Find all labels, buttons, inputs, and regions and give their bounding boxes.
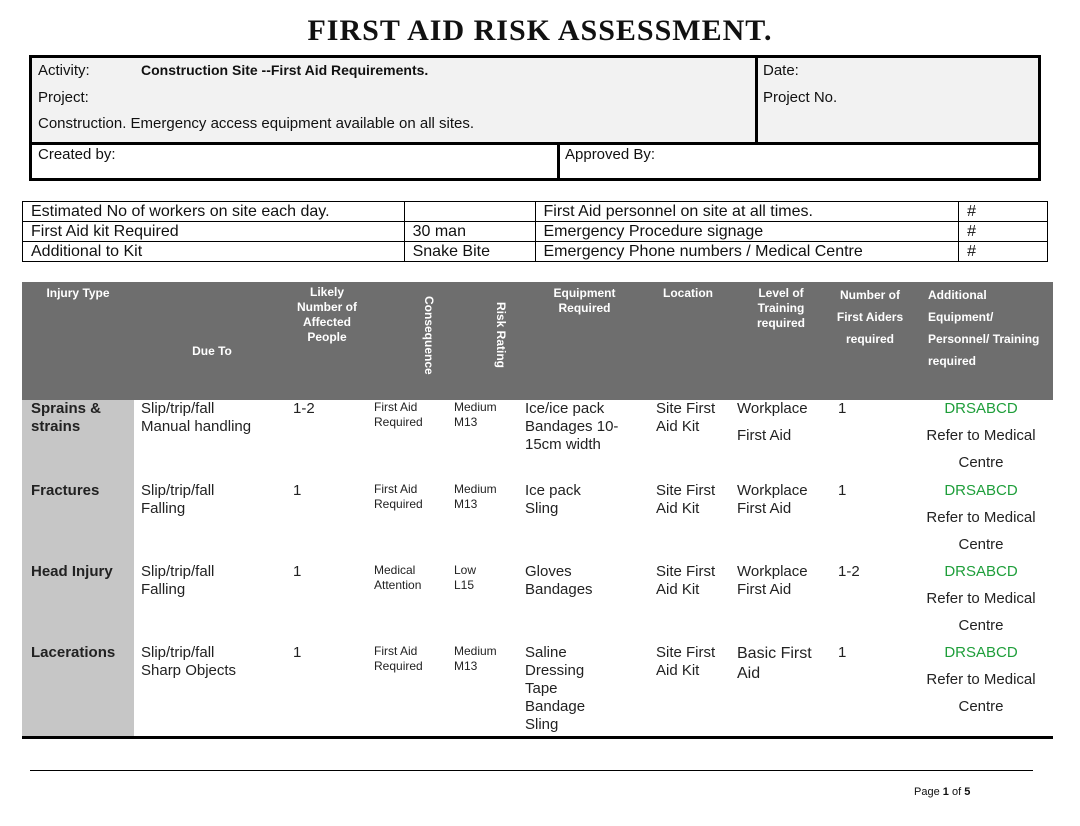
- additional-cell: Refer to Medical: [926, 590, 1036, 607]
- equipment-cell: Gloves: [525, 563, 572, 580]
- training-cell: First Aid: [737, 427, 792, 444]
- col-training: Level of Training required: [756, 286, 805, 330]
- location-cell: Aid Kit: [656, 418, 700, 435]
- due-to-cell: Manual handling: [141, 418, 252, 435]
- consequence-cell: First Aid: [374, 644, 418, 658]
- location-cell: Aid Kit: [656, 581, 700, 598]
- risk-rating-cell: Low: [454, 563, 477, 577]
- additional-cell: Refer to Medical: [926, 671, 1036, 688]
- training-cell: First Aid: [737, 500, 792, 517]
- consequence-cell: Required: [374, 497, 423, 511]
- project-label: Project:: [38, 89, 89, 106]
- due-to-cell: Sharp Objects: [141, 662, 237, 679]
- location-cell: Site First: [656, 644, 716, 661]
- consequence-cell: Medical: [374, 563, 416, 577]
- consequence-cell: Attention: [374, 578, 422, 592]
- equipment-cell: 15cm width: [525, 436, 601, 453]
- first-aiders-cell: 1-2: [838, 563, 860, 580]
- equipment-cell: Bandages: [525, 581, 593, 598]
- equipment-cell: Saline: [525, 644, 567, 661]
- info-cell: #: [959, 222, 1048, 242]
- training-cell: Workplace: [737, 482, 808, 499]
- location-cell: Aid Kit: [656, 500, 700, 517]
- approved-by-label: Approved By:: [565, 146, 656, 163]
- col-consequence: Consequence: [422, 296, 436, 375]
- affected-people-cell: 1: [293, 482, 302, 499]
- injury-type-cell: Lacerations: [31, 644, 116, 661]
- footer-divider: [30, 770, 1033, 771]
- site-info-table: [22, 201, 1048, 262]
- injury-type-cell: Sprains & strains: [31, 400, 102, 435]
- info-cell: Emergency Phone numbers / Medical Centre: [535, 242, 959, 262]
- equipment-cell: Sling: [525, 500, 559, 517]
- first-aiders-cell: 1: [838, 482, 847, 499]
- project-no-label: Project No.: [763, 89, 838, 106]
- equipment-cell: Bandage: [525, 698, 586, 715]
- risk-rating-cell: Medium: [454, 644, 497, 658]
- header-box: [29, 55, 1041, 181]
- equipment-cell: Ice/ice pack: [525, 400, 605, 417]
- equipment-cell: Sling: [525, 716, 559, 733]
- location-cell: Site First: [656, 482, 716, 499]
- risk-rating-cell: Medium: [454, 482, 497, 496]
- info-cell: [404, 202, 535, 222]
- additional-cell: Centre: [958, 536, 1004, 553]
- due-to-cell: Slip/trip/fall: [141, 482, 215, 499]
- col-equipment: Equipment Required: [553, 286, 616, 315]
- additional-cell: Refer to Medical: [926, 509, 1036, 526]
- training-cell: Basic First: [737, 645, 812, 662]
- first-aiders-cell: 1: [838, 644, 847, 661]
- consequence-cell: First Aid: [374, 482, 418, 496]
- risk-table-header: [22, 282, 1053, 400]
- location-cell: Site First: [656, 400, 716, 417]
- affected-people-cell: 1: [293, 644, 302, 661]
- equipment-cell: Bandages 10-: [525, 418, 619, 435]
- first-aiders-cell: 1: [838, 400, 847, 417]
- risk-rating-cell: M13: [454, 415, 478, 429]
- page-number: Page 1 of 5: [914, 786, 971, 798]
- due-to-cell: Falling: [141, 581, 186, 598]
- col-location: Location: [663, 286, 713, 300]
- activity-value: Construction Site --First Aid Requirements.: [141, 62, 429, 78]
- col-likely: Likely Number of Affected People: [297, 285, 357, 344]
- risk-table-body: [22, 400, 1053, 739]
- info-cell: #: [959, 202, 1048, 222]
- consequence-cell: Required: [374, 415, 423, 429]
- injury-type-cell: Fractures: [31, 482, 100, 499]
- info-cell: Estimated No of workers on site each day.: [23, 202, 405, 222]
- additional-cell: Refer to Medical: [926, 427, 1036, 444]
- due-to-cell: Falling: [141, 500, 186, 517]
- due-to-cell: Slip/trip/fall: [141, 563, 215, 580]
- affected-people-cell: 1: [293, 563, 302, 580]
- training-cell: First Aid: [737, 581, 792, 598]
- info-cell: Additional to Kit: [23, 242, 405, 262]
- table-row: [23, 242, 1048, 262]
- equipment-cell: Dressing: [525, 662, 585, 679]
- col-risk-rating: Risk Rating: [494, 302, 508, 369]
- info-cell: First Aid kit Required: [23, 222, 405, 242]
- info-cell: Snake Bite: [404, 242, 535, 262]
- document-title: FIRST AID RISK ASSESSMENT.: [307, 14, 773, 47]
- additional-cell: DRSABCD: [944, 482, 1018, 499]
- affected-people-cell: 1-2: [293, 400, 315, 417]
- date-label: Date:: [763, 62, 799, 79]
- risk-table: [22, 282, 1053, 739]
- consequence-cell: First Aid: [374, 400, 418, 414]
- equipment-cell: Ice pack: [525, 482, 581, 499]
- table-row: [23, 202, 1048, 222]
- risk-rating-cell: Medium: [454, 400, 497, 414]
- risk-rating-cell: M13: [454, 659, 478, 673]
- info-cell: Emergency Procedure signage: [535, 222, 959, 242]
- info-cell: 30 man: [404, 222, 535, 242]
- location-cell: Site First: [656, 563, 716, 580]
- training-cell: Workplace: [737, 400, 808, 417]
- location-cell: Aid Kit: [656, 662, 700, 679]
- additional-cell: DRSABCD: [944, 400, 1018, 417]
- col-injury-type: Injury Type: [46, 286, 110, 300]
- consequence-cell: Required: [374, 659, 423, 673]
- due-to-cell: Slip/trip/fall: [141, 644, 215, 661]
- additional-cell: Centre: [958, 454, 1004, 471]
- col-due-to: Due To: [192, 344, 232, 358]
- training-cell: Workplace: [737, 563, 808, 580]
- activity-label: Activity:: [38, 62, 90, 79]
- risk-rating-cell: M13: [454, 497, 478, 511]
- additional-cell: DRSABCD: [944, 563, 1018, 580]
- equipment-cell: Tape: [525, 680, 558, 697]
- col-first-aiders: Number of First Aiders required: [836, 288, 904, 346]
- project-description: Construction. Emergency access equipment available on all sites.: [38, 115, 475, 132]
- injury-type-cell: Head Injury: [31, 563, 113, 580]
- table-row: [23, 222, 1048, 242]
- additional-cell: Centre: [958, 698, 1004, 715]
- additional-cell: Centre: [958, 617, 1004, 634]
- info-cell: First Aid personnel on site at all times.: [535, 202, 959, 222]
- created-by-label: Created by:: [38, 146, 116, 163]
- training-cell: Aid: [737, 665, 761, 682]
- additional-cell: DRSABCD: [944, 644, 1018, 661]
- col-additional: Additional Equipment/ Personnel/ Training required: [928, 288, 1040, 368]
- risk-rating-cell: L15: [454, 578, 475, 592]
- info-cell: #: [959, 242, 1048, 262]
- due-to-cell: Slip/trip/fall: [141, 400, 215, 417]
